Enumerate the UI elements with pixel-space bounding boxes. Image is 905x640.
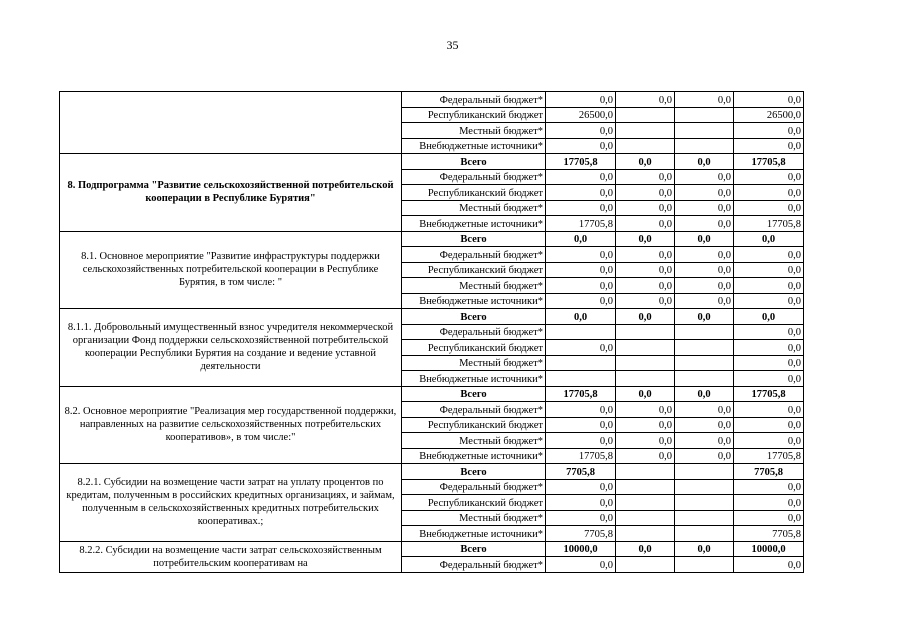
funding-source-cell: Внебюджетные источники* (402, 138, 546, 154)
value-cell: 0,0 (675, 154, 734, 170)
value-cell: 0,0 (616, 262, 675, 278)
value-cell: 0,0 (734, 510, 804, 526)
value-cell (616, 324, 675, 340)
value-cell: 0,0 (675, 541, 734, 557)
funding-source-cell: Местный бюджет* (402, 433, 546, 449)
value-cell: 0,0 (675, 231, 734, 247)
funding-source-cell: Федеральный бюджет* (402, 169, 546, 185)
value-cell: 0,0 (734, 200, 804, 216)
value-cell: 0,0 (734, 92, 804, 108)
value-cell (616, 464, 675, 480)
value-cell: 0,0 (675, 278, 734, 294)
value-cell: 0,0 (734, 557, 804, 573)
funding-source-cell: Местный бюджет* (402, 123, 546, 139)
value-cell: 0,0 (546, 262, 616, 278)
value-cell: 0,0 (675, 448, 734, 464)
value-cell: 0,0 (546, 510, 616, 526)
value-cell: 10000,0 (546, 541, 616, 557)
value-cell: 0,0 (546, 309, 616, 325)
funding-source-cell: Местный бюджет* (402, 200, 546, 216)
value-cell: 0,0 (546, 169, 616, 185)
table-row (60, 231, 804, 247)
value-cell: 17705,8 (734, 216, 804, 232)
value-cell: 0,0 (734, 417, 804, 433)
value-cell (675, 340, 734, 356)
value-cell: 0,0 (546, 495, 616, 511)
value-cell: 26500,0 (546, 107, 616, 123)
table-row (60, 386, 804, 402)
value-cell (675, 355, 734, 371)
value-cell: 0,0 (616, 200, 675, 216)
value-cell: 7705,8 (546, 526, 616, 542)
value-cell: 0,0 (734, 231, 804, 247)
value-cell: 17705,8 (734, 386, 804, 402)
funding-source-cell: Внебюджетные источники* (402, 371, 546, 387)
program-name-cell: 8. Подпрограмма "Развитие сельскохозяйственной потребительской кооперации в Республике Бурятия" (60, 154, 402, 232)
value-cell: 0,0 (616, 541, 675, 557)
value-cell: 0,0 (675, 309, 734, 325)
value-cell: 7705,8 (546, 464, 616, 480)
value-cell: 0,0 (734, 371, 804, 387)
value-cell: 17705,8 (546, 448, 616, 464)
value-cell: 0,0 (675, 247, 734, 263)
program-name-cell: 8.2. Основное мероприятие "Реализация мер государственной поддержки, направленных на развитие сельскохозяйственных потребительских кооперативов», в том числе:" (60, 386, 402, 464)
funding-source-cell: Всего (402, 154, 546, 170)
value-cell (616, 123, 675, 139)
value-cell: 0,0 (546, 278, 616, 294)
value-cell (675, 107, 734, 123)
value-cell: 0,0 (546, 123, 616, 139)
value-cell: 0,0 (734, 138, 804, 154)
value-cell: 0,0 (546, 231, 616, 247)
value-cell: 0,0 (675, 402, 734, 418)
funding-source-cell: Республиканский бюджет (402, 107, 546, 123)
value-cell: 0,0 (734, 402, 804, 418)
value-cell: 0,0 (675, 92, 734, 108)
value-cell: 0,0 (616, 278, 675, 294)
value-cell (675, 495, 734, 511)
value-cell (616, 138, 675, 154)
funding-source-cell: Местный бюджет* (402, 278, 546, 294)
value-cell: 0,0 (734, 278, 804, 294)
value-cell: 0,0 (675, 200, 734, 216)
value-cell: 0,0 (616, 448, 675, 464)
page-number: 35 (446, 38, 459, 52)
budget-table-body (60, 92, 804, 573)
value-cell: 0,0 (546, 479, 616, 495)
value-cell (616, 495, 675, 511)
value-cell (546, 371, 616, 387)
value-cell: 0,0 (675, 293, 734, 309)
value-cell: 17705,8 (546, 216, 616, 232)
value-cell: 0,0 (616, 92, 675, 108)
value-cell (616, 340, 675, 356)
value-cell (546, 324, 616, 340)
program-name-cell: 8.1.1. Добровольный имущественный взнос учредителя некоммерческой организации Фонд поддержки сельскохозяйственной потребительской кооперации Республики Бурятия на создание и ведение уставной деятельности (60, 309, 402, 387)
funding-source-cell: Местный бюджет* (402, 510, 546, 526)
value-cell: 0,0 (734, 293, 804, 309)
value-cell: 17705,8 (546, 386, 616, 402)
value-cell: 0,0 (616, 417, 675, 433)
value-cell: 26500,0 (734, 107, 804, 123)
funding-source-cell: Федеральный бюджет* (402, 479, 546, 495)
funding-source-cell: Республиканский бюджет (402, 262, 546, 278)
table-row (60, 92, 804, 108)
value-cell: 0,0 (546, 433, 616, 449)
value-cell: 0,0 (675, 417, 734, 433)
value-cell: 0,0 (546, 200, 616, 216)
value-cell: 0,0 (734, 169, 804, 185)
value-cell: 0,0 (546, 402, 616, 418)
value-cell (675, 526, 734, 542)
value-cell: 0,0 (734, 495, 804, 511)
value-cell (616, 526, 675, 542)
funding-source-cell: Всего (402, 231, 546, 247)
value-cell: 0,0 (734, 123, 804, 139)
value-cell: 7705,8 (734, 464, 804, 480)
value-cell: 0,0 (675, 216, 734, 232)
value-cell: 0,0 (616, 293, 675, 309)
value-cell (616, 557, 675, 573)
value-cell: 0,0 (616, 433, 675, 449)
value-cell: 0,0 (675, 433, 734, 449)
value-cell (675, 510, 734, 526)
value-cell: 0,0 (734, 262, 804, 278)
funding-source-cell: Внебюджетные источники* (402, 216, 546, 232)
budget-table (59, 91, 804, 573)
value-cell: 0,0 (546, 185, 616, 201)
value-cell (675, 464, 734, 480)
funding-source-cell: Всего (402, 464, 546, 480)
program-name-cell (60, 92, 402, 154)
value-cell (616, 371, 675, 387)
value-cell: 0,0 (675, 386, 734, 402)
value-cell: 0,0 (616, 386, 675, 402)
value-cell: 0,0 (616, 247, 675, 263)
table-row (60, 309, 804, 325)
value-cell: 0,0 (734, 355, 804, 371)
program-name-cell: 8.1. Основное мероприятие "Развитие инфраструктуры поддержки сельскохозяйственных потребительской кооперации в Республике Бурятия, в том числе: " (60, 231, 402, 309)
value-cell: 0,0 (616, 185, 675, 201)
value-cell: 0,0 (616, 216, 675, 232)
value-cell: 0,0 (546, 557, 616, 573)
value-cell (675, 371, 734, 387)
value-cell (616, 107, 675, 123)
value-cell: 0,0 (546, 92, 616, 108)
funding-source-cell: Республиканский бюджет (402, 340, 546, 356)
value-cell: 0,0 (734, 324, 804, 340)
value-cell: 0,0 (616, 154, 675, 170)
value-cell (546, 355, 616, 371)
value-cell: 0,0 (675, 169, 734, 185)
value-cell: 17705,8 (734, 154, 804, 170)
value-cell: 0,0 (616, 402, 675, 418)
value-cell (675, 557, 734, 573)
funding-source-cell: Республиканский бюджет (402, 185, 546, 201)
table-row (60, 464, 804, 480)
value-cell: 7705,8 (734, 526, 804, 542)
value-cell: 17705,8 (546, 154, 616, 170)
value-cell: 0,0 (616, 309, 675, 325)
value-cell: 0,0 (675, 185, 734, 201)
value-cell: 0,0 (616, 169, 675, 185)
funding-source-cell: Федеральный бюджет* (402, 324, 546, 340)
value-cell: 0,0 (734, 247, 804, 263)
funding-source-cell: Всего (402, 541, 546, 557)
value-cell (675, 138, 734, 154)
value-cell (675, 123, 734, 139)
value-cell: 0,0 (546, 293, 616, 309)
funding-source-cell: Всего (402, 309, 546, 325)
value-cell: 0,0 (734, 185, 804, 201)
program-name-cell: 8.2.2. Субсидии на возмещение части затрат сельскохозяйственным потребительским кооперативам на (60, 541, 402, 572)
funding-source-cell: Республиканский бюджет (402, 417, 546, 433)
value-cell: 0,0 (675, 262, 734, 278)
funding-source-cell: Федеральный бюджет* (402, 557, 546, 573)
funding-source-cell: Республиканский бюджет (402, 495, 546, 511)
value-cell (616, 479, 675, 495)
funding-source-cell: Федеральный бюджет* (402, 92, 546, 108)
funding-source-cell: Федеральный бюджет* (402, 247, 546, 263)
funding-source-cell: Внебюджетные источники* (402, 293, 546, 309)
program-name-cell: 8.2.1. Субсидии на возмещение части затрат на уплату процентов по кредитам, полученным в российских кредитных организациях, и займам, полученным в сельскохозяйственных кредитных потребительских кооперативах.; (60, 464, 402, 542)
value-cell: 0,0 (616, 231, 675, 247)
table-row (60, 154, 804, 170)
funding-source-cell: Внебюджетные источники* (402, 448, 546, 464)
funding-source-cell: Всего (402, 386, 546, 402)
value-cell: 0,0 (734, 479, 804, 495)
value-cell: 0,0 (546, 138, 616, 154)
value-cell (675, 324, 734, 340)
funding-source-cell: Федеральный бюджет* (402, 402, 546, 418)
funding-source-cell: Внебюджетные источники* (402, 526, 546, 542)
table-row (60, 541, 804, 557)
value-cell: 0,0 (546, 417, 616, 433)
funding-source-cell: Местный бюджет* (402, 355, 546, 371)
value-cell: 0,0 (734, 309, 804, 325)
value-cell: 0,0 (734, 340, 804, 356)
value-cell: 0,0 (546, 340, 616, 356)
value-cell: 17705,8 (734, 448, 804, 464)
value-cell: 0,0 (734, 433, 804, 449)
value-cell: 0,0 (546, 247, 616, 263)
value-cell (675, 479, 734, 495)
value-cell: 10000,0 (734, 541, 804, 557)
value-cell (616, 355, 675, 371)
value-cell (616, 510, 675, 526)
